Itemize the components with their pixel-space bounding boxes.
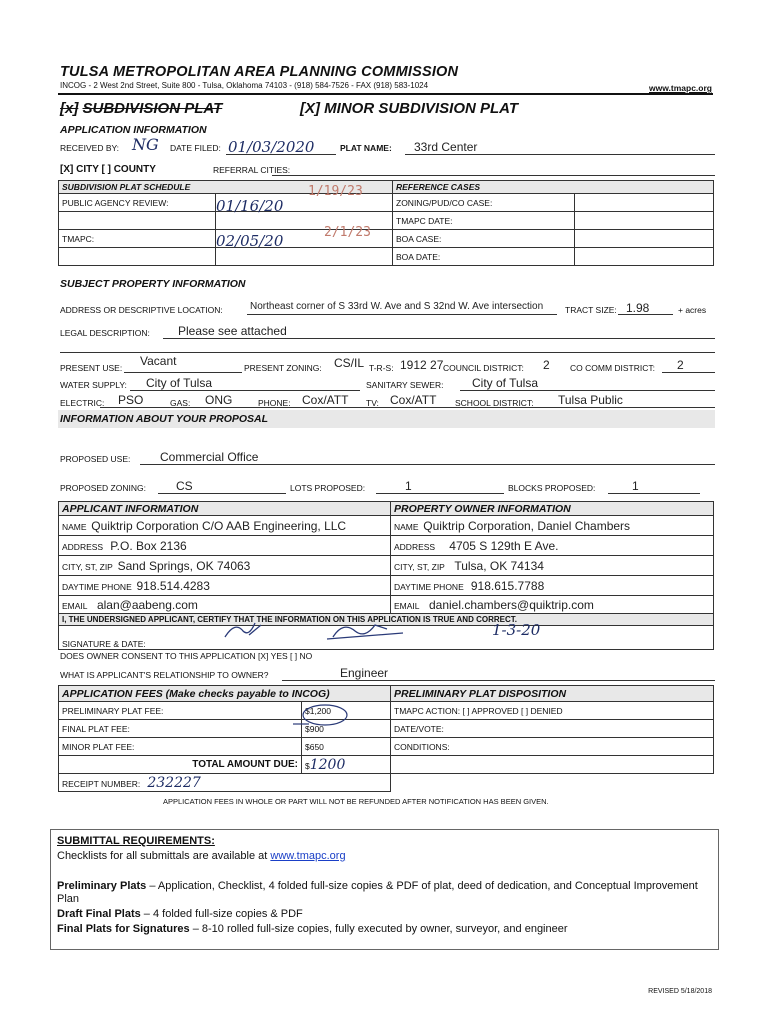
owner-phone-row: DAYTIME PHONE 918.615.7788 (391, 576, 714, 596)
fee-label-final: FINAL PLAT FEE: (59, 720, 302, 738)
tv-label: TV: (366, 398, 379, 408)
relationship-label: WHAT IS APPLICANT'S RELATIONSHIP TO OWNER? (60, 670, 269, 680)
checklist-link[interactable]: www.tmapc.org (270, 850, 346, 862)
proposed-use-label: PROPOSED USE: (60, 454, 131, 464)
total-due-label: TOTAL AMOUNT DUE: (59, 756, 302, 774)
agency-url[interactable]: www.tmapc.org (649, 83, 712, 93)
owner-phone-value: 918.615.7788 (470, 578, 545, 593)
public-agency-label: PUBLIC AGENCY REVIEW: (59, 194, 216, 212)
header-rule (58, 93, 713, 95)
proposal-heading: INFORMATION ABOUT YOUR PROPOSAL (60, 413, 269, 425)
ref-tmapc-date-label: TMAPC DATE: (393, 212, 575, 230)
submittal-heading: SUBMITTAL REQUIREMENTS: (57, 835, 215, 847)
fees-heading: APPLICATION FEES (Make checks payable to INCOG) (59, 686, 391, 702)
owner-email-value: daniel.chambers@quiktrip.com (428, 597, 594, 612)
final-plats-line: Final Plats for Signatures – 8-10 rolled full-size copies, fully executed by owner, surveyor, and engineer (57, 923, 568, 935)
ref-boa-case-label: BOA CASE: (393, 230, 575, 248)
application-info-heading: APPLICATION INFORMATION (60, 124, 207, 136)
subject-property-heading: SUBJECT PROPERTY INFORMATION (60, 278, 246, 290)
tmapc-revised-date: 2/1/23 (324, 225, 371, 240)
water-supply-label: WATER SUPPLY: (60, 380, 127, 390)
checklist-line: Checklists for all submittals are available at www.tmapc.org (57, 850, 346, 862)
owner-name-value: Quiktrip Corporation, Daniel Chambers (423, 518, 631, 533)
applicant-name-value: Quiktrip Corporation C/O AAB Engineering, LLC (91, 518, 347, 533)
applicant-csz-row: CITY, ST, ZIP Sand Springs, OK 74063 (59, 556, 391, 576)
blocks-proposed-label: BLOCKS PROPOSED: (508, 483, 596, 493)
subdivision-plat-option (60, 100, 222, 117)
received-by-label: RECEIVED BY: (60, 143, 120, 153)
minor-label: MINOR SUBDIVISION PLAT (324, 100, 519, 117)
co-comm-district-label: CO COMM DISTRICT: (570, 363, 655, 373)
revised-date: REVISED 5/18/2018 (648, 988, 712, 995)
plat-name-label: PLAT NAME: (340, 143, 392, 153)
tract-size-label: TRACT SIZE: (565, 305, 617, 315)
lots-proposed-value: 1 (405, 479, 412, 493)
owner-email-row: EMAIL daniel.chambers@quiktrip.com (391, 596, 714, 614)
proposed-zoning-value: CS (176, 479, 193, 493)
plat-name-value: 33rd Center (414, 140, 478, 154)
school-district-value: Tulsa Public (558, 393, 623, 407)
minor-plat-option (300, 100, 518, 117)
proposed-zoning-label: PROPOSED ZONING: (60, 483, 146, 493)
applicant-email-value: alan@aabeng.com (96, 597, 198, 612)
address-value: Northeast corner of S 33rd W. Ave and S 32nd W. Ave intersection (250, 301, 544, 312)
legal-description-label: LEGAL DESCRIPTION: (60, 328, 150, 338)
subdivision-check: [x] (60, 100, 79, 117)
subdivision-label: SUBDIVISION PLAT (82, 100, 223, 117)
signature-label: SIGNATURE & DATE: (62, 639, 146, 649)
agency-title: TULSA METROPOLITAN AREA PLANNING COMMISSION (60, 64, 459, 80)
blocks-proposed-value: 1 (632, 479, 639, 493)
applicant-phone-value: 918.514.4283 (136, 578, 210, 593)
date-filed-label: DATE FILED: (170, 143, 221, 153)
tv-value: Cox/ATT (390, 393, 437, 407)
fee-label-prelim: PRELIMINARY PLAT FEE: (59, 702, 302, 720)
preliminary-plats-line: Preliminary Plats – Application, Checklist, 4 folded full-size copies & PDF of plat, deed of dedication, and Conceptual Improvement Plan (57, 880, 698, 905)
applicant-email-row: EMAIL alan@aabeng.com (59, 596, 391, 614)
tract-size-value: 1.98 (626, 301, 650, 315)
council-district-value: 2 (543, 358, 550, 372)
fee-amount-final: $900 (302, 720, 391, 738)
trs-value: 1912 27 (400, 358, 444, 372)
electric-label: ELECTRIC: (60, 398, 105, 408)
owner-csz-row: CITY, ST, ZIP Tulsa, OK 74134 (391, 556, 714, 576)
sanitary-sewer-value: City of Tulsa (472, 376, 539, 390)
council-district-label: COUNCIL DISTRICT: (443, 363, 524, 373)
ref-boa-date-label: BOA DATE: (393, 248, 575, 266)
owner-address-value: 4705 S 129th E Ave. (449, 538, 559, 553)
total-due-cell: $1200 (302, 756, 391, 774)
lots-proposed-label: LOTS PROPOSED: (290, 483, 366, 493)
relationship-value: Engineer (340, 666, 389, 680)
applicant-csz-value: Sand Springs, OK 74063 (117, 558, 251, 573)
fee-amount-minor: $650 (302, 738, 391, 756)
present-use-value: Vacant (140, 354, 177, 368)
applicant-address-row: ADDRESS P.O. Box 2136 (59, 536, 391, 556)
minor-check: [X] (300, 100, 320, 117)
public-agency-date: 01/16/20 (216, 197, 284, 215)
referral-cities-label: REFERRAL CITIES: (213, 165, 291, 175)
reference-cases-heading: REFERENCE CASES (393, 181, 714, 194)
submittal-box (50, 829, 719, 950)
receipt-value: 232227 (147, 774, 201, 791)
fees-table (58, 685, 714, 792)
disposition-conditions: CONDITIONS: (391, 738, 714, 756)
co-comm-district-value: 2 (677, 358, 684, 372)
gas-label: GAS: (170, 398, 191, 408)
fee-circle-mark (285, 688, 365, 726)
fee-label-minor: MINOR PLAT FEE: (59, 738, 302, 756)
owner-heading: PROPERTY OWNER INFORMATION (391, 502, 714, 516)
schedule-table (58, 180, 714, 266)
applicant-phone-row: DAYTIME PHONE 918.514.4283 (59, 576, 391, 596)
address-label: ADDRESS OR DESCRIPTIVE LOCATION: (60, 305, 223, 315)
owner-csz-value: Tulsa, OK 74134 (454, 558, 544, 573)
water-supply-value: City of Tulsa (146, 376, 213, 390)
electric-value: PSO (118, 393, 144, 407)
total-due-value: 1200 (309, 756, 346, 773)
present-use-label: PRESENT USE: (60, 363, 123, 373)
present-zoning-value: CS/IL (334, 356, 365, 370)
disposition-date-vote: DATE/VOTE: (391, 720, 714, 738)
applicant-signature (215, 617, 435, 643)
tmapc-label: TMAPC: (59, 230, 216, 248)
applicant-name-row: NAME Quiktrip Corporation C/O AAB Engineering, LLC (59, 516, 391, 536)
ref-zoning-label: ZONING/PUD/CO CASE: (393, 194, 575, 212)
proposed-use-value: Commercial Office (160, 450, 259, 464)
agency-address: INCOG - 2 West 2nd Street, Suite 800 - Tulsa, Oklahoma 74103 - (918) 584-7526 - FAX (918) 583-1024 (60, 81, 429, 90)
tmapc-date: 02/05/20 (216, 232, 284, 250)
applicant-address-value: P.O. Box 2136 (110, 538, 187, 553)
city-county-selector: [X] CITY [ ] COUNTY (60, 164, 156, 175)
sanitary-sewer-label: SANITARY SEWER: (366, 380, 444, 390)
applicant-heading: APPLICANT INFORMATION (59, 502, 391, 516)
owner-name-row: NAME Quiktrip Corporation, Daniel Chambers (391, 516, 714, 536)
disposition-heading: PRELIMINARY PLAT DISPOSITION (391, 686, 714, 702)
gas-value: ONG (205, 393, 233, 407)
legal-description-value: Please see attached (178, 324, 287, 338)
fee-amount-prelim: $1,200 (302, 702, 391, 720)
tract-size-unit: + acres (678, 305, 707, 315)
receipt-row: RECEIPT NUMBER: 232227 (59, 774, 391, 792)
trs-label: T-R-S: (369, 363, 394, 373)
signature-date: 1-3-20 (492, 621, 541, 639)
phone-value: Cox/ATT (302, 393, 349, 407)
received-by-initials: NG (132, 135, 159, 154)
owner-consent: DOES OWNER CONSENT TO THIS APPLICATION [X] YES [ ] NO (60, 651, 313, 661)
phone-label: PHONE: (258, 398, 291, 408)
schedule-heading: SUBDIVISION PLAT SCHEDULE (59, 181, 393, 194)
draft-final-plats-line: Draft Final Plats – 4 folded full-size copies & PDF (57, 908, 303, 920)
disposition-action: TMAPC ACTION: [ ] APPROVED [ ] DENIED (391, 702, 714, 720)
present-zoning-label: PRESENT ZONING: (244, 363, 322, 373)
owner-address-row: ADDRESS 4705 S 129th E Ave. (391, 536, 714, 556)
public-agency-revised-date: 1/19/23 (308, 184, 363, 199)
school-district-label: SCHOOL DISTRICT: (455, 398, 534, 408)
certification-statement: I, THE UNDERSIGNED APPLICANT, CERTIFY THAT THE INFORMATION ON THIS APPLICATION IS TRUE AND CORRECT. (59, 614, 714, 626)
refund-note: APPLICATION FEES IN WHOLE OR PART WILL NOT BE REFUNDED AFTER NOTIFICATION HAS BEEN GIVEN. (163, 797, 549, 806)
date-filed-value: 01/03/2020 (228, 138, 315, 156)
